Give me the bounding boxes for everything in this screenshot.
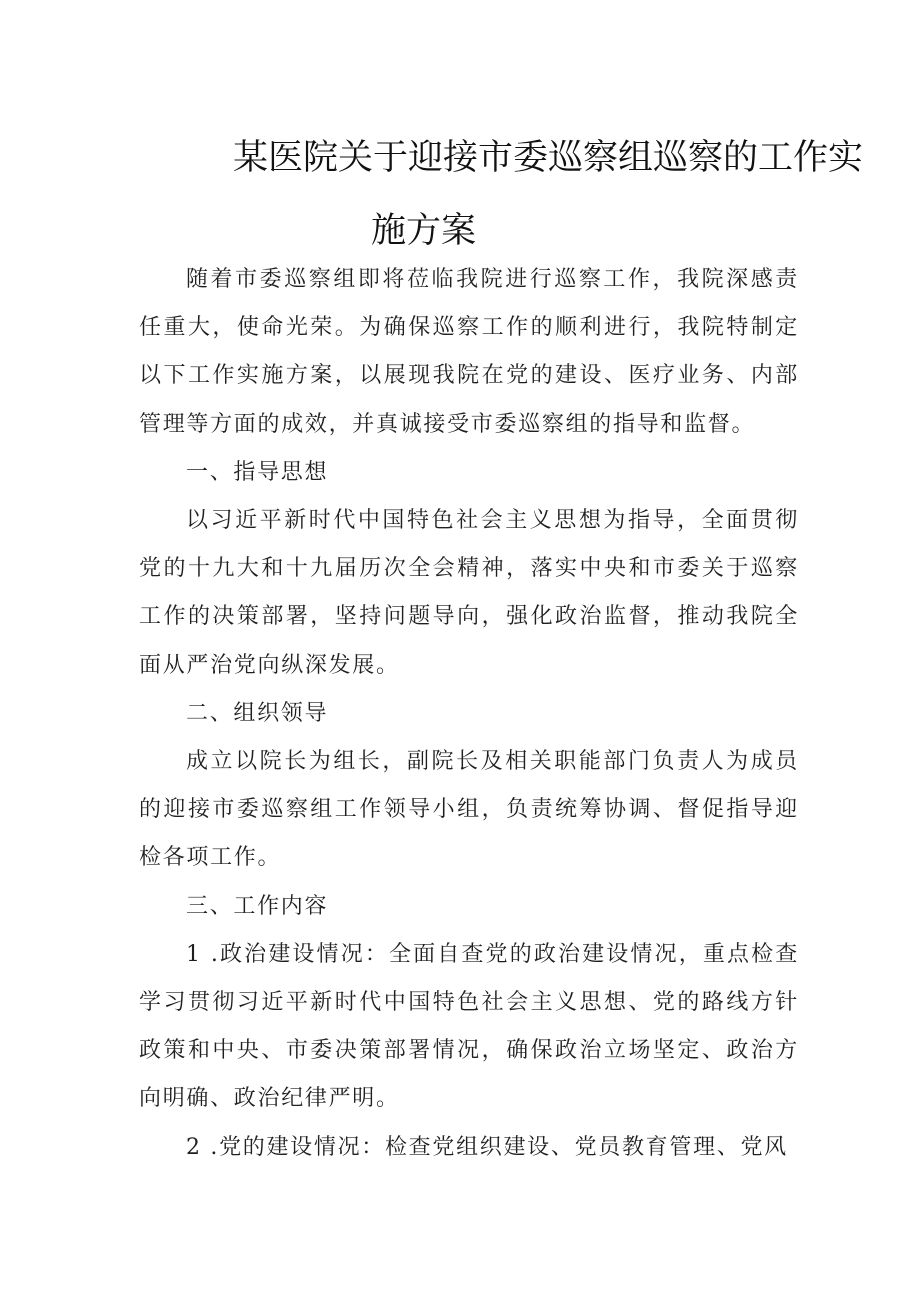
section-paragraph-guiding-ideology: 以习近平新时代中国特色社会主义思想为指导，全面贯彻党的十九大和十九届历次全会精神，落实中央和市委关于巡察工作的决策部署，坚持问题导向，强化政治监督，推动我院全面从严治党向纵深发展。: [139, 508, 799, 678]
section-heading-leadership: 二、组织领导: [186, 700, 329, 726]
section-heading-guiding-ideology: 一、指导思想: [186, 459, 329, 485]
section-paragraph-leadership: 成立以院长为组长，副院长及相关职能部门负责人为成员的迎接市委巡察组工作领导小组，负责统筹协调、督促指导迎检各项工作。: [139, 749, 799, 871]
list-item-political-construction: 1 .政治建设情况：全面自查党的政治建设情况，重点检查学习贯彻习近平新时代中国特色社会主义思想、党的路线方针政策和中央、市委决策部署情况，确保政治立场坚定、政治方向明确、政治纪律严明。: [139, 941, 799, 1112]
intro-paragraph: 随着市委巡察组即将莅临我院进行巡察工作，我院深感责任重大，使命光荣。为确保巡察工作的顺利进行，我院特制定以下工作实施方案，以展现我院在党的建设、医疗业务、内部管理等方面的成效，并真诚接受市委巡察组的指导和监督。: [139, 267, 799, 437]
list-item-party-construction: 2 .党的建设情况：检查党组织建设、党员教育管理、党风: [186, 1134, 788, 1160]
document-title-line-1: 某医院关于迎接市委巡察组巡察的工作实: [233, 138, 864, 178]
section-heading-work-content: 三、工作内容: [186, 893, 329, 919]
document-body: [139, 256, 799, 1172]
document-title-line-2: 施方案: [371, 211, 477, 251]
